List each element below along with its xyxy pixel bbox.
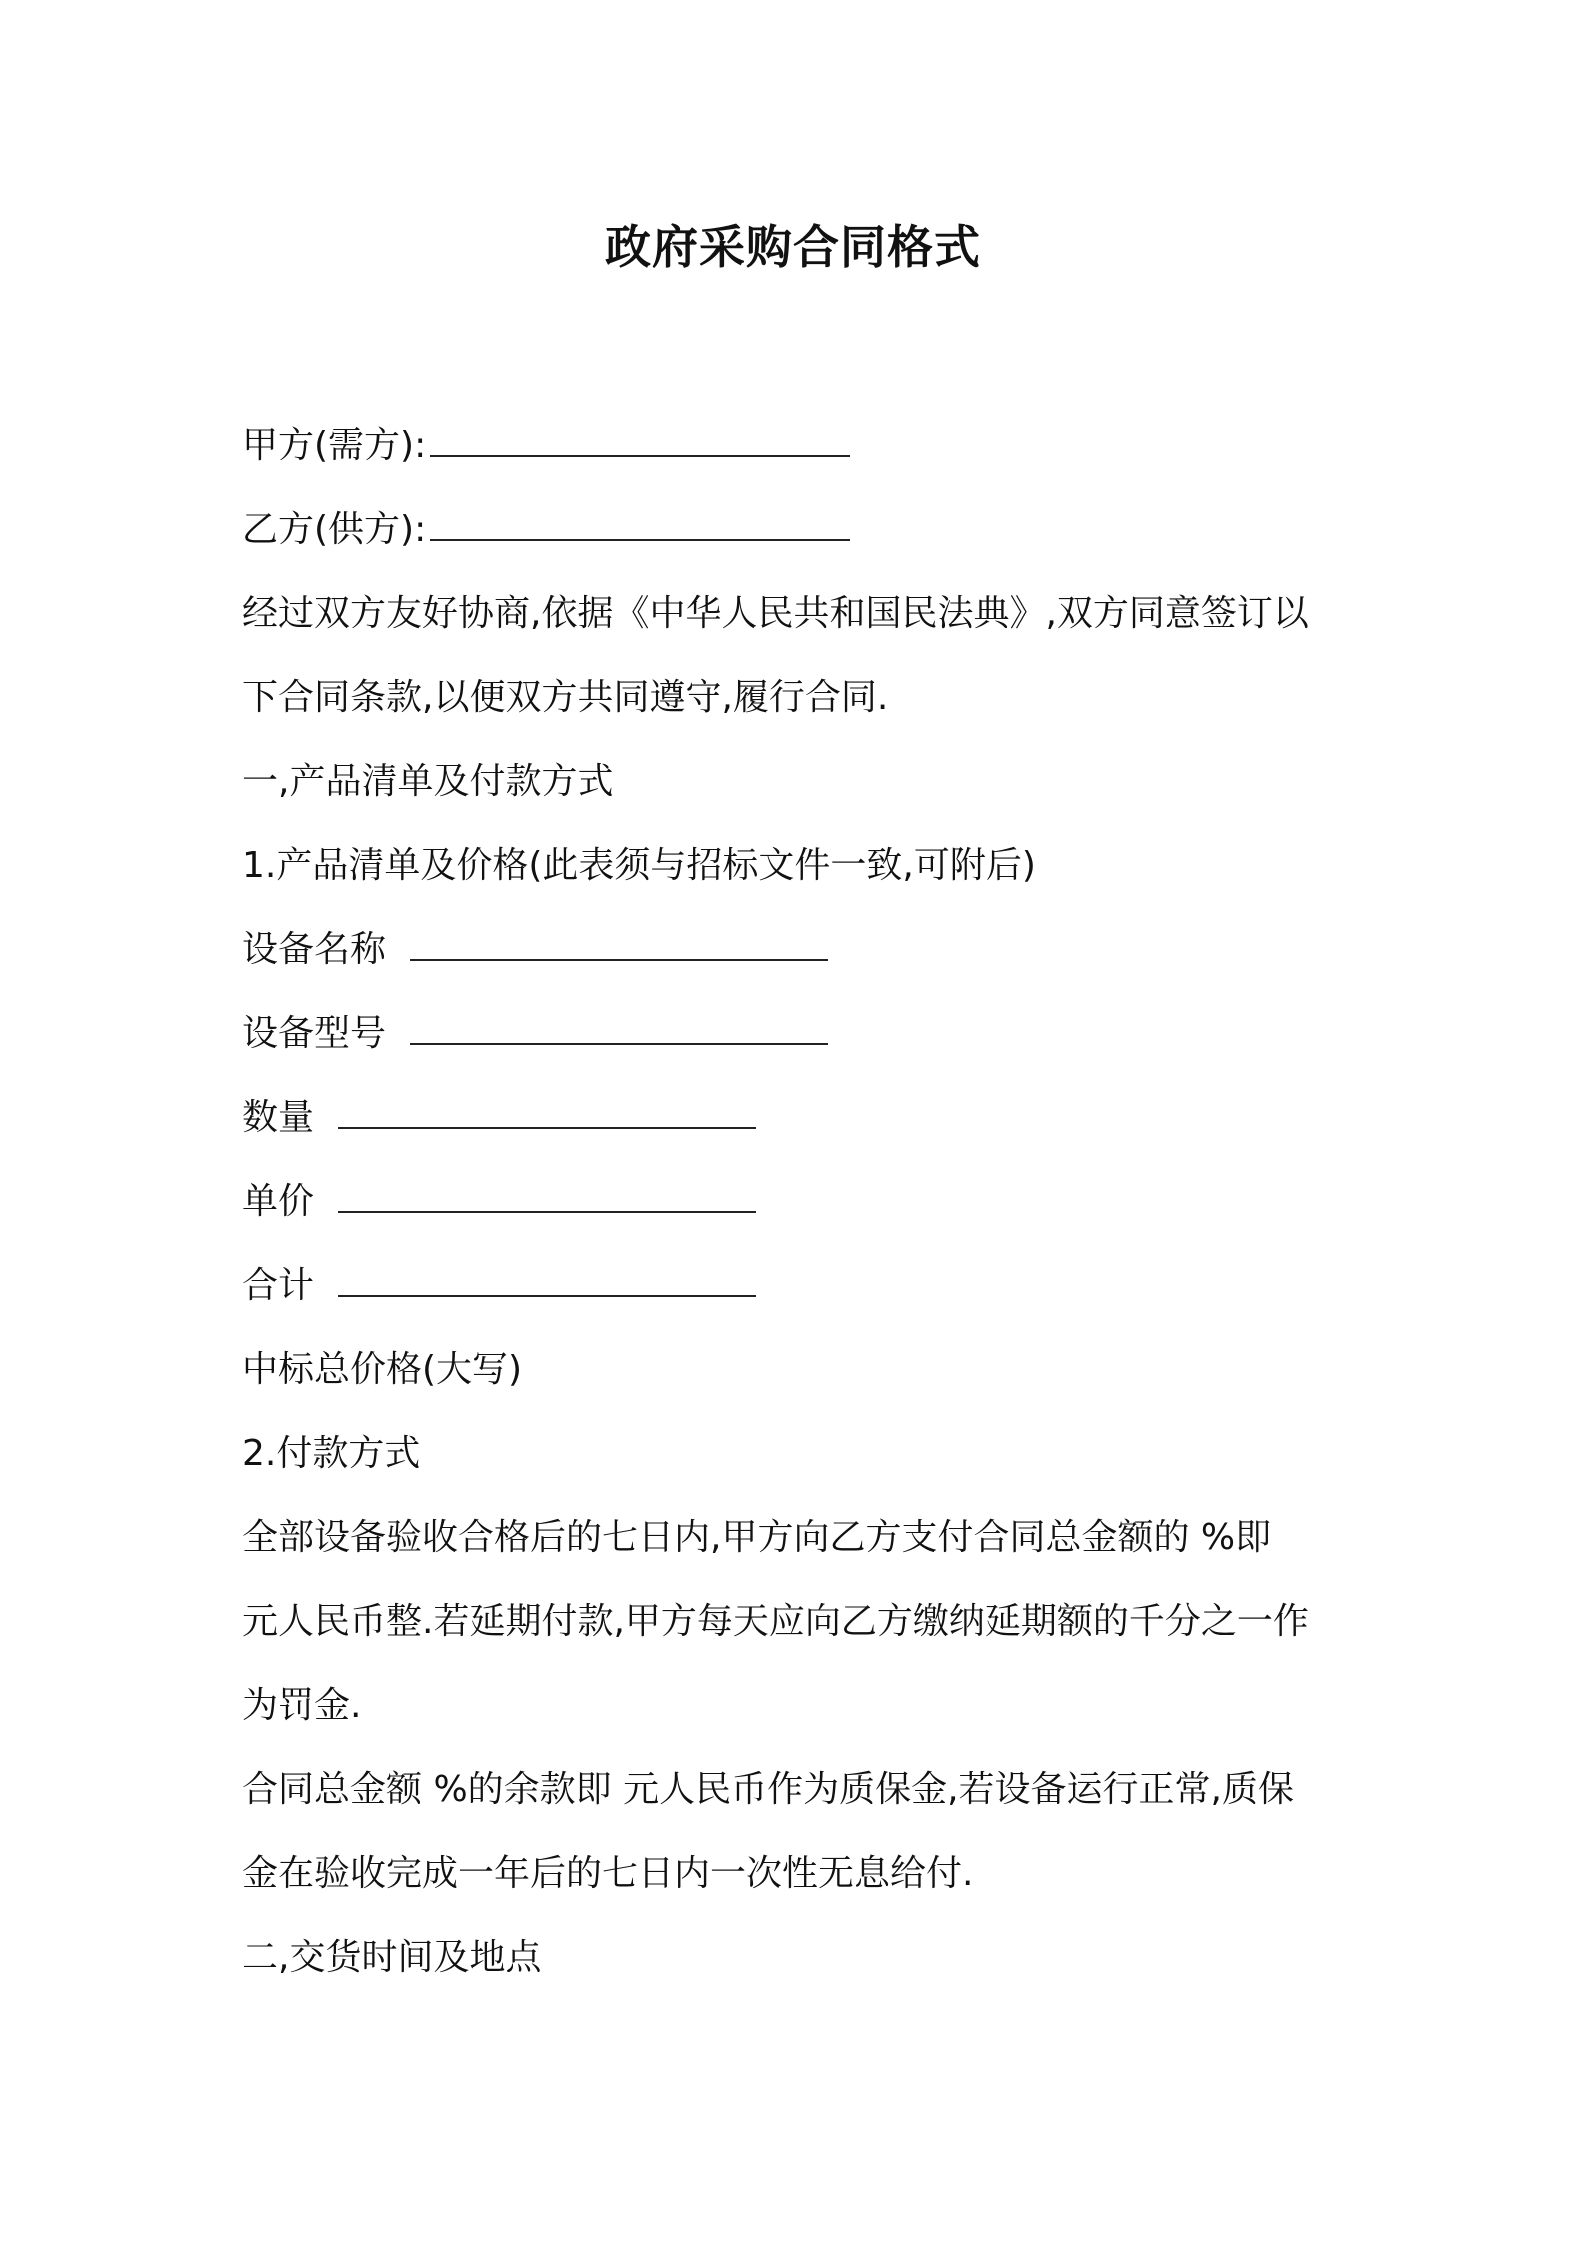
total-label: 合计 bbox=[242, 1265, 315, 1306]
payment-line-1: 全部设备验收合格后的七日内,甲方向乙方支付合同总金额的 %即 bbox=[242, 1517, 1272, 1558]
item-1-heading: 1.产品清单及价格(此表须与招标文件一致,可附后) bbox=[242, 845, 1036, 886]
party-a-label: 甲方(需方): bbox=[242, 425, 427, 466]
equipment-name-label: 设备名称 bbox=[242, 929, 387, 970]
payment-line-3: 为罚金. bbox=[242, 1685, 362, 1726]
equipment-model-line bbox=[242, 992, 1362, 1076]
unit-price-blank[interactable] bbox=[338, 1210, 756, 1213]
quantity-blank[interactable] bbox=[338, 1126, 756, 1129]
unit-price-label: 单价 bbox=[242, 1181, 315, 1222]
section-1-heading: 一,产品清单及付款方式 bbox=[242, 761, 614, 802]
equipment-name-line bbox=[242, 908, 1362, 992]
party-a-blank[interactable] bbox=[430, 454, 850, 457]
total-line bbox=[242, 1244, 1362, 1328]
party-b-label: 乙方(供方): bbox=[242, 509, 427, 550]
warranty-line-2: 金在验收完成一年后的七日内一次性无息给付. bbox=[242, 1853, 974, 1894]
document-title: 政府采购合同格式 bbox=[605, 220, 981, 274]
intro-line-2: 下合同条款,以便双方共同遵守,履行合同. bbox=[242, 677, 889, 718]
unit-price-line bbox=[242, 1160, 1362, 1244]
quantity-label: 数量 bbox=[242, 1097, 315, 1138]
party-b-blank[interactable] bbox=[430, 538, 850, 541]
item-2-heading: 2.付款方式 bbox=[242, 1433, 421, 1474]
party-b-line bbox=[242, 488, 1362, 572]
payment-line-2: 元人民币整.若延期付款,甲方每天应向乙方缴纳延期额的千分之一作 bbox=[242, 1601, 1309, 1642]
intro-line-1: 经过双方友好协商,依据《中华人民共和国民法典》,双方同意签订以 bbox=[242, 593, 1309, 634]
quantity-line bbox=[242, 1076, 1362, 1160]
warranty-line-1: 合同总金额 %的余款即 元人民币作为质保金,若设备运行正常,质保 bbox=[242, 1769, 1294, 1810]
bid-total-price: 中标总价格(大写) bbox=[242, 1349, 523, 1390]
section-2-heading: 二,交货时间及地点 bbox=[242, 1937, 542, 1978]
document-body bbox=[242, 404, 1362, 2000]
equipment-model-label: 设备型号 bbox=[242, 1013, 387, 1054]
total-blank[interactable] bbox=[338, 1294, 756, 1297]
equipment-model-blank[interactable] bbox=[410, 1042, 828, 1045]
party-a-line bbox=[242, 404, 1362, 488]
equipment-name-blank[interactable] bbox=[410, 958, 828, 961]
